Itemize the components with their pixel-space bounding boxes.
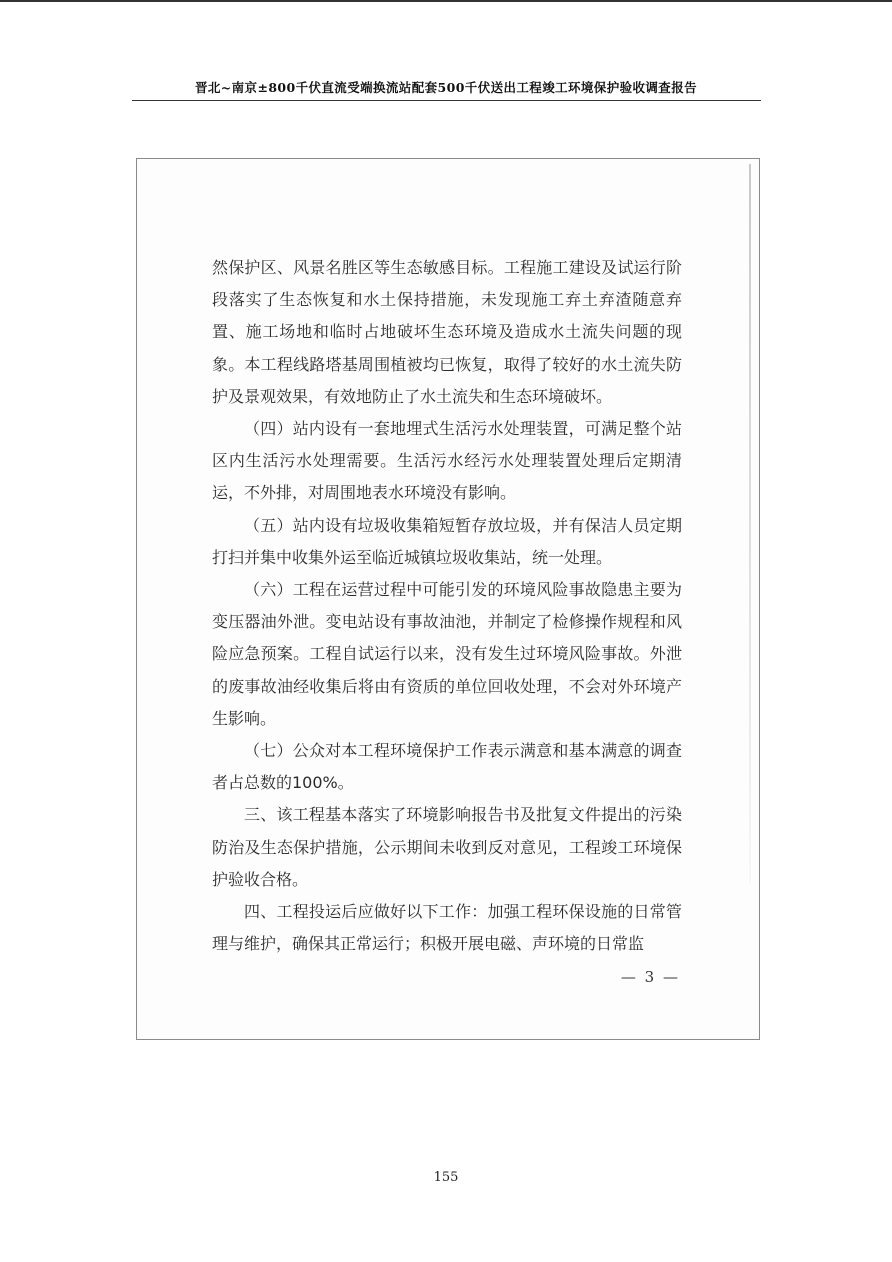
paragraph-ecology-continued: 然保护区、风景名胜区等生态敏感目标。工程施工建设及试运行阶段落实了生态恢复和水土保持措施，未发现施工弃土弃渣随意弃置、施工场地和临时占地破坏生态环境及造成水土流失问题的现象。本工程线路塔基周围植被均已恢复，取得了较好的水土流失防护及景观效果，有效地防止了水土流失和生态环境破坏。	[212, 258, 682, 406]
paragraph-garbage: （五）站内设有垃圾收集箱短暂存放垃圾，并有保洁人员定期打扫并集中收集外运至临近城镇垃圾收集站，统一处理。	[212, 515, 682, 567]
report-page-number: 155	[433, 1170, 459, 1185]
scan-shadow-edge	[749, 164, 751, 884]
paragraph-risk: （六）工程在运营过程中可能引发的环境风险事故隐患主要为变压器油外泄。变电站设有事故油池，并制定了检修操作规程和风险应急预案。工程自试运行以来，没有发生过环境风险事故。外泄的废事故油经收集后将由有资质的单位回收处理，不会对外环境产生影响。	[212, 580, 682, 728]
scanned-page-number: — 3 —	[620, 968, 680, 986]
paragraph-acceptance: 三、该工程基本落实了环境影响报告书及批复文件提出的污染防治及生态保护措施，公示期间未收到反对意见，工程竣工环境保护验收合格。	[212, 805, 682, 889]
report-header-title: 晋北~南京±800千伏直流受端换流站配套500千伏送出工程竣工环境保护验收调查报告	[194, 80, 698, 95]
top-border-line	[0, 0, 892, 2]
paragraph-public-opinion: （七）公众对本工程环境保护工作表示满意和基本满意的调查者占总数的100%。	[212, 741, 682, 793]
paragraph-followup: 四、工程投运后应做好以下工作：加强工程环保设施的日常管理与维护，确保其正常运行；积极开展电磁、声环境的日常监	[212, 902, 682, 954]
paragraph-sewage: （四）站内设有一套地埋式生活污水处理装置，可满足整个站区内生活污水处理需要。生活污水经污水处理装置处理后定期清运，不外排，对周围地表水环境没有影响。	[212, 419, 682, 503]
scanned-document-body	[212, 252, 682, 960]
header-underline	[132, 100, 761, 101]
